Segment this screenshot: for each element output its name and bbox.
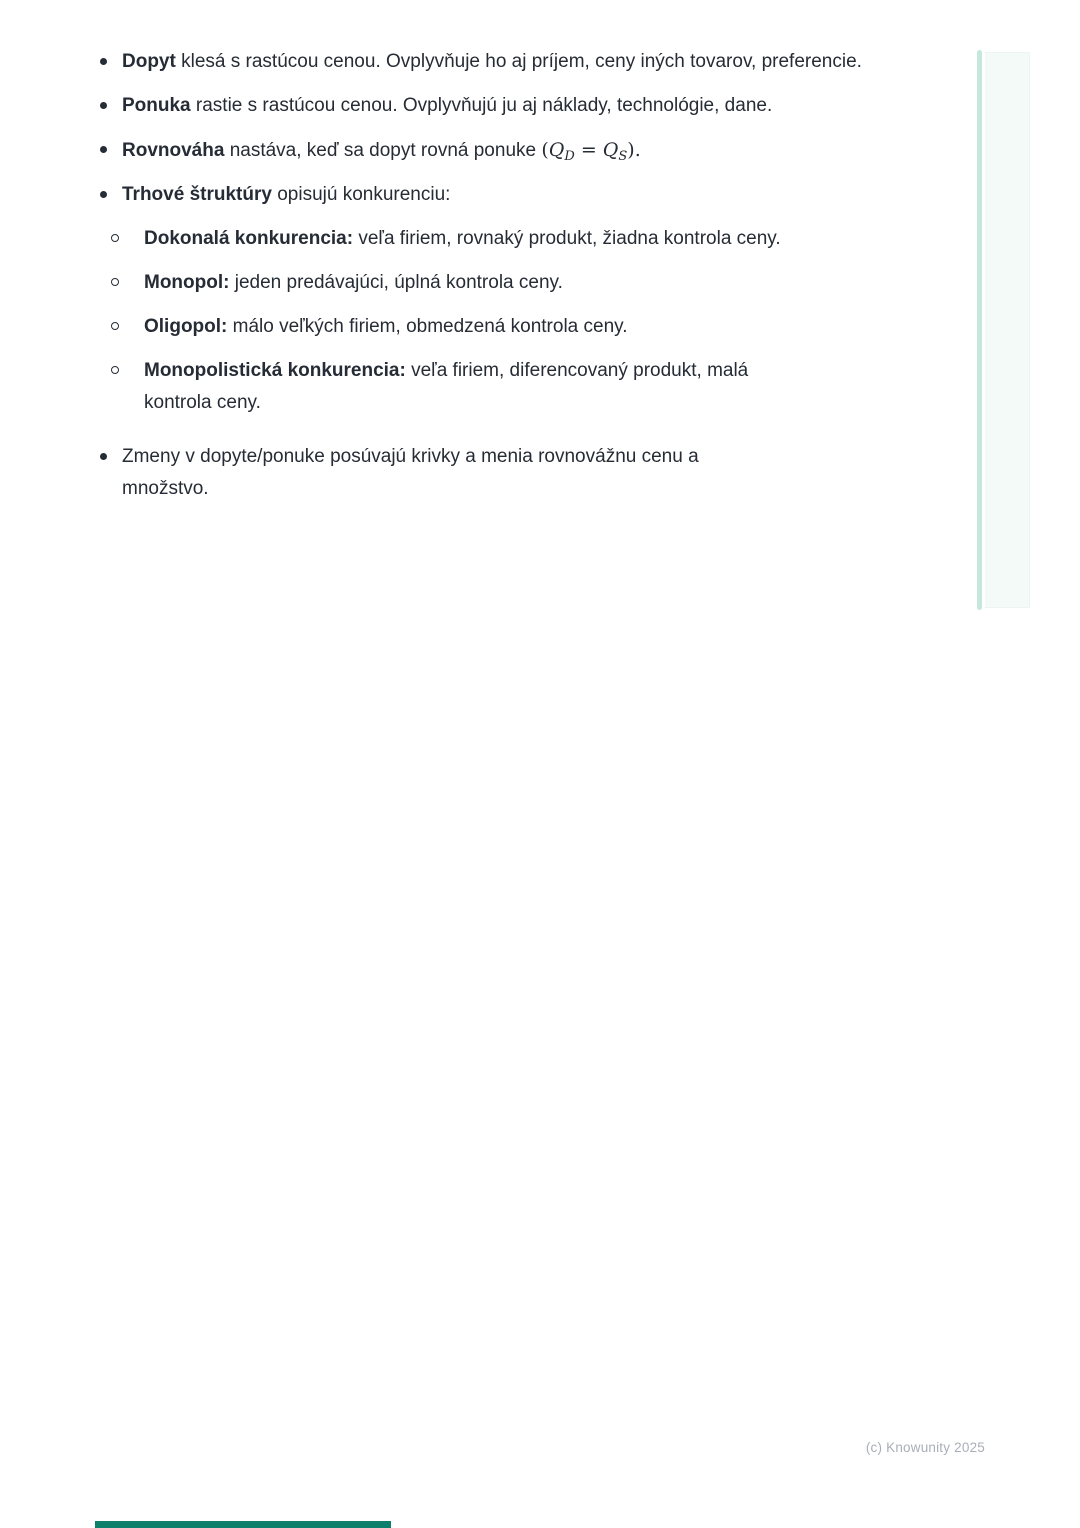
nested-list-item [111,355,920,419]
equation-qd-equals-qs: $(Q_D = Q_S)$. [541,139,641,164]
bullet-circle-icon [111,355,144,374]
term-bold: Ponuka [122,95,191,116]
bullet-disc-icon [100,46,122,65]
list-item-text [144,355,804,419]
list-item [100,134,920,167]
nested-list-item [111,267,920,299]
list-item-text [144,267,804,299]
bullet-disc-icon [100,90,122,109]
list-item-text [144,223,804,255]
term-bold: Oligopol: [144,316,228,337]
term-description: Zmeny v dopyte/ponuke posúvajú krivky a menia rovnovážnu cenu a množstvo. [122,446,699,499]
term-bold: Dokonalá konkurencia: [144,228,354,249]
term-description: veľa firiem, rovnaký produkt, žiadna kontrola ceny. [353,228,781,249]
term-description: veľa firiem, diferencovaný produkt, malá kontrola ceny. [144,360,749,413]
list-item [100,46,920,78]
term-bold: Monopol: [144,272,230,293]
list-item-text [122,134,864,167]
term-description: rastie s rastúcou cenou. Ovplyvňujú ju aj náklady, technológie, dane. [190,95,773,116]
bullet-disc-icon [100,179,122,198]
term-description: opisujú konkurenciu: [271,184,451,205]
nested-list-item [111,311,920,343]
bullet-circle-icon [111,311,144,330]
term-description: klesá s rastúcou cenou. Ovplyvňuje ho aj príjem, ceny iných tovarov, preferencie. [175,51,862,72]
list-item [100,90,920,122]
term-description: jeden predávajúci, úplná kontrola ceny. [229,272,563,293]
term-description: nastáva, keď sa dopyt rovná ponuke [224,140,542,161]
list-item-text [122,90,864,122]
list-item-text [122,179,864,211]
term-bold: Monopolistická konkurencia: [144,360,406,381]
notes-bullet-list [100,46,920,517]
term-bold: Rovnováha [122,140,225,161]
term-description: málo veľkých firiem, obmedzená kontrola ceny. [227,316,628,337]
list-item [100,179,920,419]
list-item-text [122,441,770,505]
list-item-text [122,46,864,78]
nested-list [111,223,920,419]
scroll-track-line [977,50,982,610]
list-item-text [144,311,804,343]
list-item [100,441,920,505]
bullet-circle-icon [111,267,144,286]
bullet-disc-icon [100,134,122,153]
page-progress-bar [95,1521,391,1528]
nested-list-item [111,223,920,255]
copyright-notice: (c) Knowunity 2025 [865,1440,985,1455]
bullet-disc-icon [100,441,122,460]
bullet-circle-icon [111,223,144,242]
term-bold: Trhové štruktúry [122,184,272,205]
scroll-indicator[interactable] [985,52,1030,608]
term-bold: Dopyt [122,51,176,72]
